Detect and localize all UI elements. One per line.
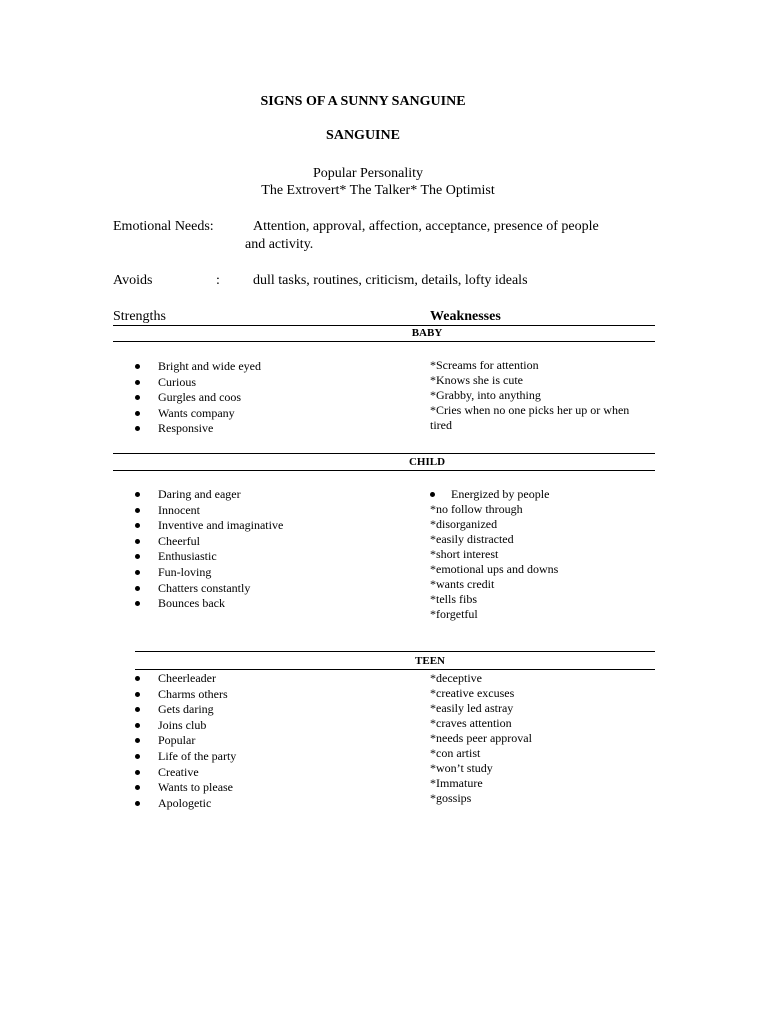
list-item: *easily distracted xyxy=(430,532,514,546)
list-item: *Cries when no one picks her up or when tired xyxy=(430,403,630,432)
list-item: Fun-loving xyxy=(135,565,283,581)
bullet-icon xyxy=(135,364,140,369)
list-item: Energized by people xyxy=(430,487,660,502)
bullet-icon xyxy=(135,426,140,431)
list-item: Creative xyxy=(135,765,236,781)
divider xyxy=(113,325,655,326)
bullet-icon xyxy=(135,554,140,559)
teen-weaknesses-list xyxy=(430,671,660,806)
page-title: SIGNS OF A SUNNY SANGUINE xyxy=(260,94,466,109)
list-item: Apologetic xyxy=(135,796,236,812)
page-subtitle: SANGUINE xyxy=(326,128,400,143)
list-item: Bright and wide eyed xyxy=(135,359,261,375)
bullet-icon xyxy=(135,770,140,775)
list-item: *Screams for attention xyxy=(430,358,539,372)
list-item: *no follow through xyxy=(430,502,523,516)
list-item: Wants to please xyxy=(135,780,236,796)
avoids-value: dull tasks, routines, criticism, details, lofty ideals xyxy=(253,273,528,288)
divider xyxy=(113,341,655,342)
list-item: *creative excuses xyxy=(430,686,515,700)
bullet-icon xyxy=(135,380,140,385)
baby-strengths-list xyxy=(135,359,261,437)
list-item: *tells fibs xyxy=(430,592,477,606)
traits-line: The Extrovert* The Talker* The Optimist xyxy=(261,183,495,198)
weaknesses-heading: Weaknesses xyxy=(430,309,501,324)
personality-label: Popular Personality xyxy=(312,166,424,181)
list-item: Life of the party xyxy=(135,749,236,765)
bullet-icon xyxy=(135,754,140,759)
list-item: Responsive xyxy=(135,421,261,437)
list-item: *emotional ups and downs xyxy=(430,562,559,576)
list-item: *con artist xyxy=(430,746,481,760)
bullet-icon xyxy=(135,395,140,400)
bullet-icon xyxy=(135,723,140,728)
emotional-needs-line1: Attention, approval, affection, acceptance, presence of people xyxy=(253,219,599,234)
list-item: Gets daring xyxy=(135,702,236,718)
divider xyxy=(135,651,655,652)
list-item: *deceptive xyxy=(430,671,482,685)
bullet-icon xyxy=(135,785,140,790)
bullet-icon xyxy=(430,492,435,497)
list-item: *won’t study xyxy=(430,761,493,775)
bullet-icon xyxy=(135,692,140,697)
list-item: *Immature xyxy=(430,776,483,790)
list-item: *needs peer approval xyxy=(430,731,532,745)
list-item: Chatters constantly xyxy=(135,581,283,597)
teen-strengths-list xyxy=(135,671,236,811)
list-item: *disorganized xyxy=(430,517,498,531)
child-weaknesses-list xyxy=(430,487,660,622)
list-item: Innocent xyxy=(135,503,283,519)
list-item: *easily led astray xyxy=(430,701,514,715)
list-item: *forgetful xyxy=(430,607,478,621)
strengths-heading: Strengths xyxy=(113,309,166,324)
list-item: Inventive and imaginative xyxy=(135,518,283,534)
list-item: Cheerleader xyxy=(135,671,236,687)
bullet-icon xyxy=(135,738,140,743)
list-item: Enthusiastic xyxy=(135,549,283,565)
bullet-icon xyxy=(135,570,140,575)
bullet-icon xyxy=(135,508,140,513)
list-item: *Grabby, into anything xyxy=(430,388,541,402)
emotional-needs-line2: and activity. xyxy=(245,237,314,252)
list-item: Joins club xyxy=(135,718,236,734)
divider xyxy=(113,453,655,454)
list-item: Cheerful xyxy=(135,534,283,550)
baby-weaknesses-list xyxy=(430,358,645,433)
list-item: *gossips xyxy=(430,791,472,805)
list-item: Wants company xyxy=(135,406,261,422)
bullet-icon xyxy=(135,539,140,544)
list-item: Daring and eager xyxy=(135,487,283,503)
divider xyxy=(135,669,655,670)
list-item: Gurgles and coos xyxy=(135,390,261,406)
list-item: Curious xyxy=(135,375,261,391)
list-item: *craves attention xyxy=(430,716,512,730)
avoids-label: Avoids xyxy=(113,273,153,288)
child-strengths-list xyxy=(135,487,283,612)
avoids-colon: : xyxy=(216,273,220,288)
bullet-icon xyxy=(135,801,140,806)
bullet-icon xyxy=(135,492,140,497)
emotional-needs-label: Emotional Needs: xyxy=(113,219,214,234)
bullet-icon xyxy=(135,676,140,681)
list-item: Charms others xyxy=(135,687,236,703)
bullet-icon xyxy=(135,707,140,712)
list-item: Popular xyxy=(135,733,236,749)
list-item: *wants credit xyxy=(430,577,495,591)
section-heading-baby: BABY xyxy=(411,327,443,339)
bullet-icon xyxy=(135,411,140,416)
list-item: *Knows she is cute xyxy=(430,373,523,387)
list-item: *short interest xyxy=(430,547,499,561)
bullet-icon xyxy=(135,586,140,591)
bullet-icon xyxy=(135,601,140,606)
bullet-icon xyxy=(135,523,140,528)
list-item: Bounces back xyxy=(135,596,283,612)
divider xyxy=(113,470,655,471)
section-heading-teen: TEEN xyxy=(415,655,445,667)
section-heading-child: CHILD xyxy=(408,456,446,468)
